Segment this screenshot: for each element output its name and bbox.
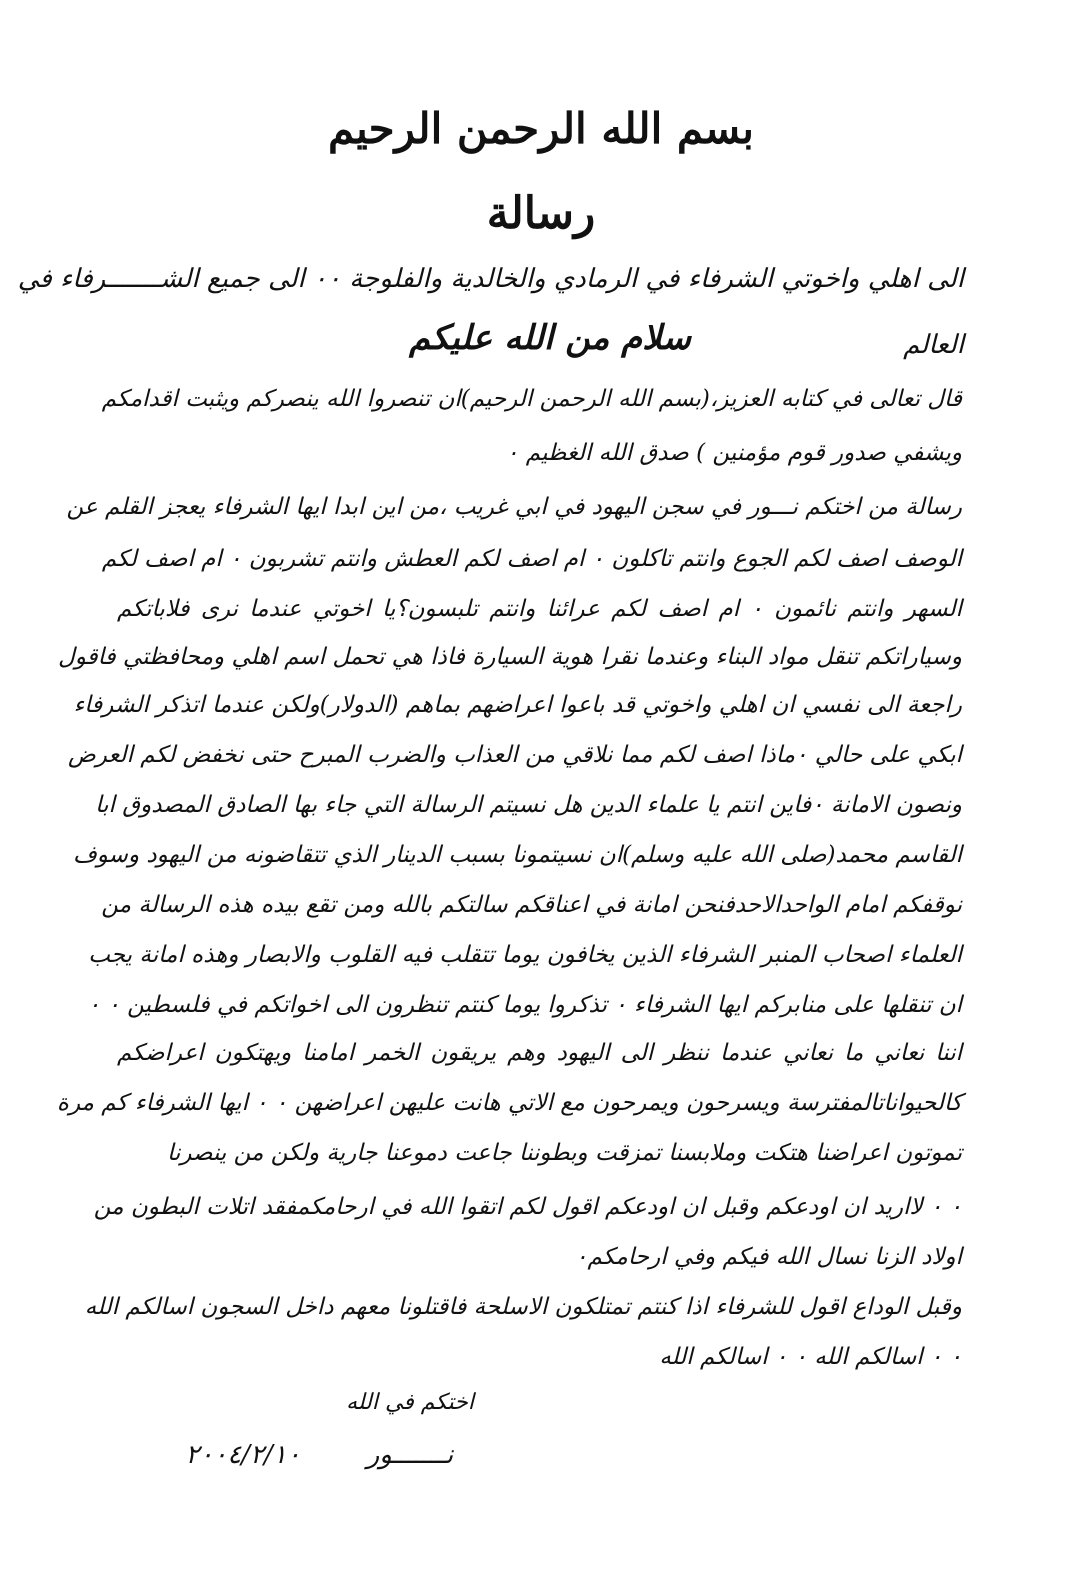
body-line: نوقفكم امام الواحدالاحدفنحن امانة في اعناقكم سالتكم بالله ومن تقع بيده هذه الرسالة من (101, 892, 962, 918)
greeting: سلام من الله عليكم (409, 318, 691, 358)
body-line: العلماء اصحاب المنبر الشرفاء الذين يخافون يوما تتقلب فيه القلوب والابصار وهذه امانة يجب (88, 942, 962, 968)
body-line: كالحيواناتالمفترسة ويسرحون ويمرحون مع الاتي هانت عليهن اعراضهن ٠ ٠ ايها الشرفاء كم مرة (56, 1090, 962, 1116)
body-line: وسياراتكم تنقل مواد البناء وعندما نقرا هوية السيارة فاذا هي تحمل اسم اهلي ومحافظتي فاقول (58, 644, 962, 670)
body-line: رسالة من اختكم نـــور في سجن اليهود في ابي غريب ،من اين ابدا ايها الشرفاء يعجز القلم عن (66, 494, 962, 520)
body-line: ان تنقلها على منابركم ايها الشرفاء ٠ تذكروا يوما كنتم تنظرون الى اخواتكم في فلسطين ٠ ٠ (87, 992, 962, 1018)
body-line: اولاد الزنا نسال الله فيكم وفي ارحامكم٠ (575, 1244, 962, 1270)
signature-label: اختكم في الله (346, 1390, 474, 1415)
address-line-1: الى اهلي واخوتي الشرفاء في الرمادي والخالدية والفلوجة ٠٠ الى جميع الشـــــــرفاء في (17, 264, 964, 294)
body-line: الوصف اصف لكم الجوع وانتم تاكلون ٠ ام اصف لكم العطش وانتم تشربون ٠ ام اصف لكم (101, 546, 962, 572)
signature-name: نـــــــور (366, 1440, 454, 1470)
body-line: وقبل الوداع اقول للشرفاء اذا كنتم تمتلكون الاسلحة فاقتلونا معهم داخل السجون اسالكم الله (84, 1294, 962, 1320)
letter-title: رسالة (486, 188, 596, 239)
body-line: ونصون الامانة ٠فاين انتم يا علماء الدين هل نسيتم الرسالة التي جاء بها الصادق المصدوق ابا (95, 792, 962, 818)
body-line: تموتون اعراضنا هتكت وملابسنا تمزقت وبطوننا جاعت دموعنا جارية ولكن من ينصرنا (166, 1140, 962, 1166)
body-line: قال تعالى في كتابه العزيز،(بسم الله الرحمن الرحيم)ان تنصروا الله ينصركم ويثبت اقدامكم (101, 386, 962, 412)
body-line: ٠ ٠ اسالكم الله ٠ ٠ اسالكم الله (659, 1344, 962, 1370)
body-line: ابكي على حالي ٠ماذا اصف لكم مما نلاقي من العذاب والضرب المبرح حتى نخفض لكم العرض (67, 742, 962, 768)
address-line-2: العالم (903, 330, 964, 360)
body-line: اننا نعاني ما نعاني عندما ننظر الى اليهود وهم يريقون الخمر امامنا ويهتكون اعراضكم (117, 1040, 962, 1066)
body-line: ويشفي صدور قوم مؤمنين ) صدق الله الغظيم ٠ (506, 440, 962, 466)
body-line: القاسم محمد(صلى الله عليه وسلم)ان نسيتمونا بسبب الدينار الذي تتقاضونه من اليهود وسوف (72, 842, 962, 868)
body-line: ٠ ٠ لااريد ان اودعكم وقبل ان اودعكم اقول لكم اتقوا الله في ارحامكمفقد اتلات البطون من (93, 1194, 962, 1220)
basmala-heading: بسم الله الرحمن الرحيم (328, 104, 754, 153)
signature-date: ٢٠٠٤/٢/١٠ (185, 1440, 301, 1470)
body-line: السهر وانتم نائمون ٠ ام اصف لكم عرائنا وانتم تلبسون؟يا اخوتي عندما نرى فلاباتكم (117, 596, 962, 622)
body-line: راجعة الى نفسي ان اهلي واخوتي قد باعوا اعراضهم بماهم (الدولار)ولكن عندما اتذكر الشرفاء (73, 692, 962, 718)
